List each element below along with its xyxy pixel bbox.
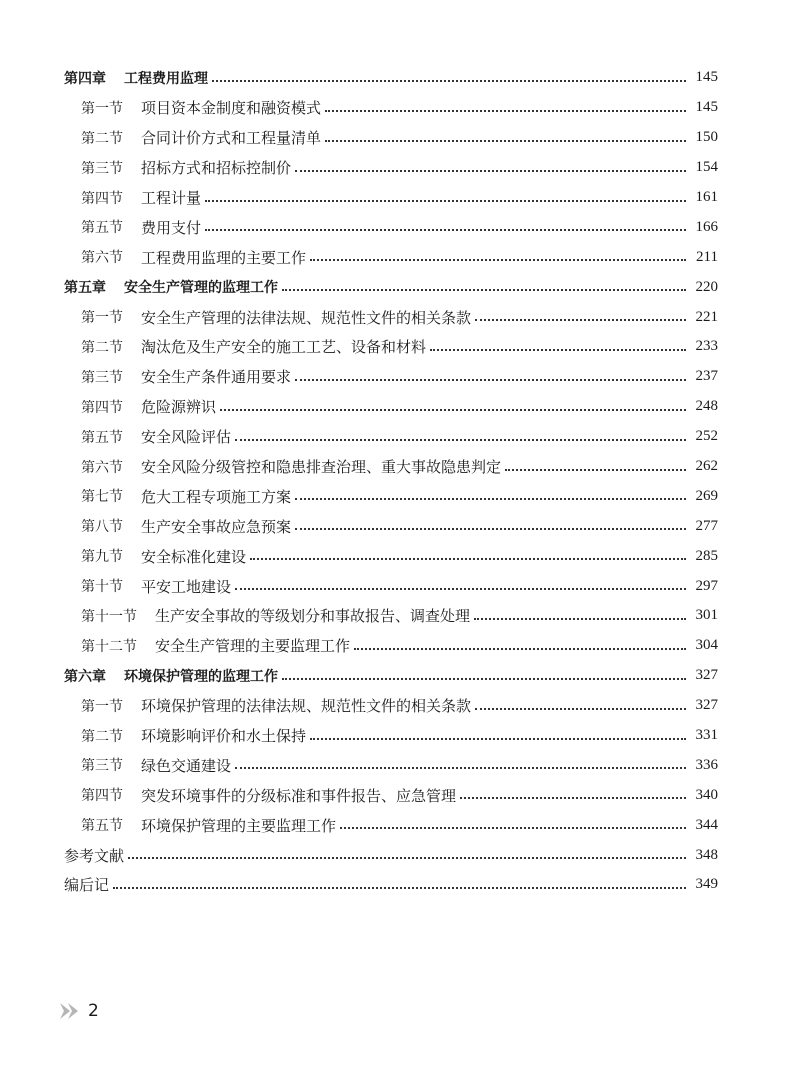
toc-entry-page-number: 349: [695, 876, 718, 893]
toc-entry-number: 第六章: [64, 668, 106, 685]
toc-entry-number: 第八节: [81, 519, 123, 536]
toc-entry-page-number: 145: [695, 69, 718, 86]
toc-section-entry[interactable]: [64, 481, 718, 511]
toc-entry-title: 参考文献: [64, 846, 125, 865]
toc-entry-title: 平安工地建设: [141, 577, 232, 596]
toc-entry-number: 第五节: [81, 220, 123, 237]
dot-leader: [235, 767, 686, 769]
dot-leader: [212, 80, 686, 82]
toc-entry-page-number: 220: [695, 278, 718, 295]
dot-leader: [295, 379, 686, 381]
toc-entry-page-number: 327: [695, 667, 718, 684]
toc-section-entry[interactable]: [64, 242, 718, 272]
toc-section-entry[interactable]: [64, 422, 718, 452]
toc-entry-title: 绿色交通建设: [141, 756, 232, 775]
dot-leader: [354, 648, 686, 650]
dot-leader: [113, 887, 686, 889]
page-number: 2: [88, 1001, 99, 1021]
toc-section-entry[interactable]: [64, 212, 718, 242]
toc-entry-number: 第五节: [81, 429, 123, 446]
toc-entry-page-number: 285: [695, 547, 718, 564]
toc-entry-title: 项目资本金制度和融资模式: [141, 99, 322, 118]
toc-section-entry[interactable]: [64, 721, 718, 751]
toc-entry-page-number: 277: [695, 517, 718, 534]
toc-section-entry[interactable]: [64, 511, 718, 541]
double-chevron-right-icon: [60, 1003, 88, 1019]
toc-entry-title: 编后记: [64, 876, 110, 895]
toc-entry-title: 费用支付: [141, 218, 202, 237]
toc-entry-page-number: 304: [695, 637, 718, 654]
toc-section-entry[interactable]: [64, 392, 718, 422]
dot-leader: [295, 170, 686, 172]
toc-entry-title: 安全生产条件通用要求: [141, 368, 292, 387]
dot-leader: [220, 409, 686, 411]
toc-section-entry[interactable]: [64, 362, 718, 392]
toc-entry-number: 第一节: [81, 310, 123, 327]
dot-leader: [282, 678, 686, 680]
toc-entry-page-number: 161: [695, 189, 718, 205]
toc-entry-page-number: 269: [695, 487, 718, 504]
dot-leader: [475, 708, 686, 710]
toc-section-entry[interactable]: [64, 691, 718, 721]
toc-entry-number: 第四节: [81, 190, 123, 207]
toc-chapter-entry[interactable]: [64, 272, 718, 302]
toc-section-entry[interactable]: [64, 810, 718, 840]
toc-backmatter-entry[interactable]: [64, 840, 718, 870]
toc-section-entry[interactable]: [64, 541, 718, 571]
dot-leader: [310, 738, 686, 740]
toc-entry-title: 安全风险分级管控和隐患排查治理、重大事故隐患判定: [141, 458, 502, 477]
toc-entry-page-number: 340: [695, 786, 718, 803]
toc-entry-title: 安全标准化建设: [141, 547, 247, 566]
toc-entry-title: 生产安全事故应急预案: [141, 517, 292, 536]
page-footer: [60, 1001, 99, 1021]
toc-section-entry[interactable]: [64, 452, 718, 482]
toc-entry-title: 环境影响评价和水土保持: [141, 727, 307, 746]
toc-entry-number: 第三节: [81, 758, 123, 775]
toc-entry-number: 第五节: [81, 818, 123, 835]
toc-section-entry[interactable]: [64, 571, 718, 601]
dot-leader: [460, 797, 686, 799]
toc-section-entry[interactable]: [64, 123, 718, 153]
toc-entry-number: 第十一节: [81, 608, 137, 625]
toc-entry-title: 工程计量: [141, 189, 202, 207]
toc-entry-page-number: 145: [695, 99, 718, 116]
toc-entry-number: 第三节: [81, 160, 123, 177]
toc-section-entry[interactable]: [64, 750, 718, 780]
toc-entry-page-number: 336: [695, 756, 718, 773]
dot-leader: [235, 588, 686, 590]
toc-backmatter-entry[interactable]: [64, 870, 718, 900]
toc-chapter-entry[interactable]: [64, 63, 718, 93]
dot-leader: [310, 259, 686, 261]
toc-entry-title: 环境保护管理的主要监理工作: [141, 816, 337, 835]
toc-entry-title: 突发环境事件的分级标准和事件报告、应急管理: [141, 786, 457, 805]
toc-section-entry[interactable]: [64, 780, 718, 810]
toc-entry-title: 淘汰危及生产安全的施工工艺、设备和材料: [141, 338, 427, 357]
toc-entry-title: 招标方式和招标控制价: [141, 159, 292, 178]
dot-leader: [128, 857, 686, 859]
dot-leader: [505, 469, 686, 471]
toc-entry-title: 安全风险评估: [141, 428, 232, 447]
toc-entry-number: 第二节: [81, 130, 123, 147]
toc-entry-title: 合同计价方式和工程量清单: [141, 129, 322, 148]
toc-entry-number: 第一节: [81, 100, 123, 117]
toc-entry-number: 第三节: [81, 369, 123, 386]
toc-entry-title: 危险源辨识: [141, 398, 217, 417]
toc-section-entry[interactable]: [64, 183, 718, 213]
toc-entry-page-number: 327: [695, 697, 718, 714]
toc-entry-page-number: 297: [695, 577, 718, 594]
toc-entry-page-number: 166: [695, 218, 718, 235]
toc-entry-number: 第二节: [81, 728, 123, 745]
toc-entry-title: 危大工程专项施工方案: [141, 487, 292, 506]
dot-leader: [235, 439, 686, 441]
toc-entry-title: 安全生产管理的法律法规、规范性文件的相关条款: [141, 308, 472, 327]
toc-chapter-entry[interactable]: [64, 661, 718, 691]
toc-entry-number: 第十节: [81, 579, 123, 596]
toc-entry-number: 第六节: [81, 459, 123, 476]
dot-leader: [474, 618, 686, 620]
toc-entry-number: 第七节: [81, 489, 123, 506]
toc-entry-page-number: 150: [695, 129, 718, 146]
toc-entry-title: 环境保护管理的法律法规、规范性文件的相关条款: [141, 697, 472, 716]
toc-entry-page-number: 331: [695, 727, 718, 744]
toc-entry-title: 工程费用监理的主要工作: [141, 248, 307, 267]
dot-leader: [475, 319, 686, 321]
toc-entry-page-number: 233: [695, 338, 718, 355]
toc-entry-number: 第四节: [81, 399, 123, 416]
toc-section-entry[interactable]: [64, 93, 718, 123]
toc-entry-page-number: 252: [695, 428, 718, 445]
toc-entry-page-number: 262: [695, 458, 718, 475]
toc-section-entry[interactable]: [64, 601, 718, 631]
toc-entry-number: 第二节: [81, 339, 123, 356]
toc-entry-page-number: 154: [695, 159, 718, 176]
toc-section-entry[interactable]: [64, 332, 718, 362]
toc-entry-page-number: 237: [695, 368, 718, 385]
toc-entry-page-number: 344: [695, 816, 718, 833]
toc-entry-number: 第五章: [64, 280, 106, 297]
toc-entry-number: 第四节: [81, 788, 123, 805]
dot-leader: [325, 110, 686, 112]
toc-section-entry[interactable]: [64, 302, 718, 332]
toc-entry-title: 安全生产管理的主要监理工作: [155, 637, 351, 656]
toc-entry-title: 工程费用监理: [124, 70, 208, 87]
dot-leader: [295, 528, 686, 530]
toc-entry-page-number: 211: [696, 248, 718, 265]
toc-entry-number: 第四章: [64, 70, 106, 87]
toc-entry-number: 第十二节: [81, 638, 137, 655]
toc-entry-page-number: 348: [695, 846, 718, 863]
toc-entry-number: 第一节: [81, 698, 123, 715]
toc-section-entry[interactable]: [64, 631, 718, 661]
table-of-contents: [64, 63, 718, 900]
toc-entry-number: 第六节: [81, 250, 123, 267]
dot-leader: [325, 140, 686, 142]
dot-leader: [205, 229, 686, 231]
dot-leader: [340, 827, 686, 829]
dot-leader: [205, 200, 686, 202]
toc-entry-page-number: 301: [695, 607, 718, 624]
dot-leader: [430, 349, 686, 351]
dot-leader: [295, 498, 686, 500]
toc-entry-title: 安全生产管理的监理工作: [124, 280, 278, 297]
toc-entry-title: 生产安全事故的等级划分和事故报告、调查处理: [155, 607, 471, 626]
dot-leader: [250, 558, 686, 560]
dot-leader: [282, 289, 686, 291]
toc-entry-title: 环境保护管理的监理工作: [124, 668, 278, 685]
toc-entry-page-number: 221: [695, 308, 718, 325]
toc-entry-number: 第九节: [81, 549, 123, 566]
toc-entry-page-number: 248: [695, 398, 718, 415]
toc-section-entry[interactable]: [64, 153, 718, 183]
